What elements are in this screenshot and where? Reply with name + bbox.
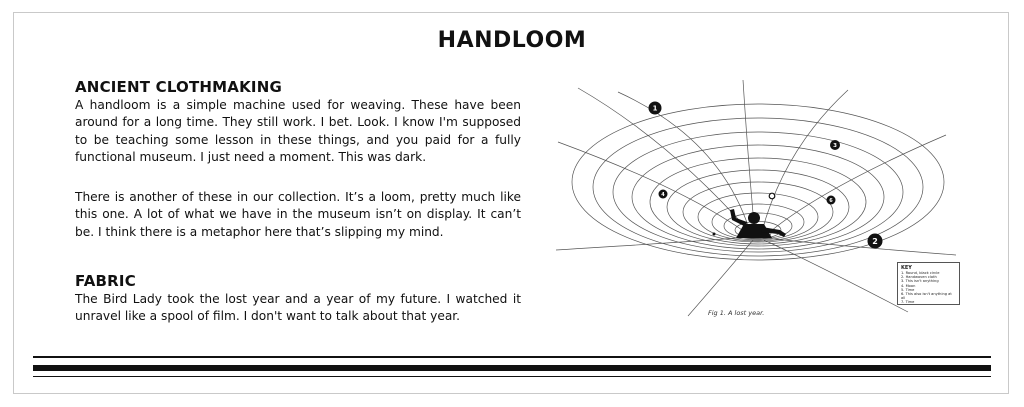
key-item: 4. Moon <box>901 283 916 288</box>
small-dot <box>713 233 716 236</box>
key-item: 6. This also isn't anything at all <box>901 292 952 301</box>
section-paragraph: There is another of these in our collection. It’s a loom, pretty much like this one. A lot of what we have in the museum isn’t on display. It can’t be. I think there is a metaphor here that’s slipping my mind. <box>75 190 521 239</box>
marker-4 <box>659 190 668 199</box>
figure-key <box>897 262 960 305</box>
marker-label: 6 <box>829 198 833 204</box>
section-paragraph: A handloom is a simple machine used for weaving. These have been around for a long time. They still work. I bet. Look. I know I'm supposed to be teaching some lesson in these things, and you paid for a fully functional museum. I just need a moment. This was dark. <box>75 98 521 164</box>
section-heading-fabric: FABRIC <box>75 272 136 290</box>
key-item: 5. Time <box>901 287 915 292</box>
key-title: KEY <box>901 265 912 271</box>
marker-label: 4 <box>661 192 665 198</box>
marker-label: 2 <box>872 237 878 246</box>
funnel-grid <box>556 80 956 316</box>
marker-2 <box>868 234 883 249</box>
key-item: 7. Time <box>901 300 915 305</box>
marker-5 <box>769 193 775 199</box>
marker-1 <box>649 102 662 115</box>
marker-6 <box>827 196 836 205</box>
figure-caption: Fig 1. A lost year. <box>708 309 765 317</box>
marker-label: 1 <box>652 104 658 113</box>
divider-thin <box>33 356 991 358</box>
key-item: 2. Handwoven cloth <box>901 275 937 280</box>
page-title: HANDLOOM <box>437 28 587 53</box>
key-item: 3. This isn't anything <box>901 279 939 284</box>
key-item: 1. Round, black circle <box>901 271 940 275</box>
section-paragraph: The Bird Lady took the lost year and a year of my future. I watched it unravel like a spool of film. I don't want to talk about that year. <box>75 292 521 324</box>
marker-label: 3 <box>833 143 837 149</box>
marker-3 <box>830 140 840 150</box>
divider-thick <box>33 365 991 371</box>
divider-hairline <box>33 376 991 377</box>
section-heading-ancient-clothmaking: ANCIENT CLOTHMAKING <box>75 78 282 96</box>
